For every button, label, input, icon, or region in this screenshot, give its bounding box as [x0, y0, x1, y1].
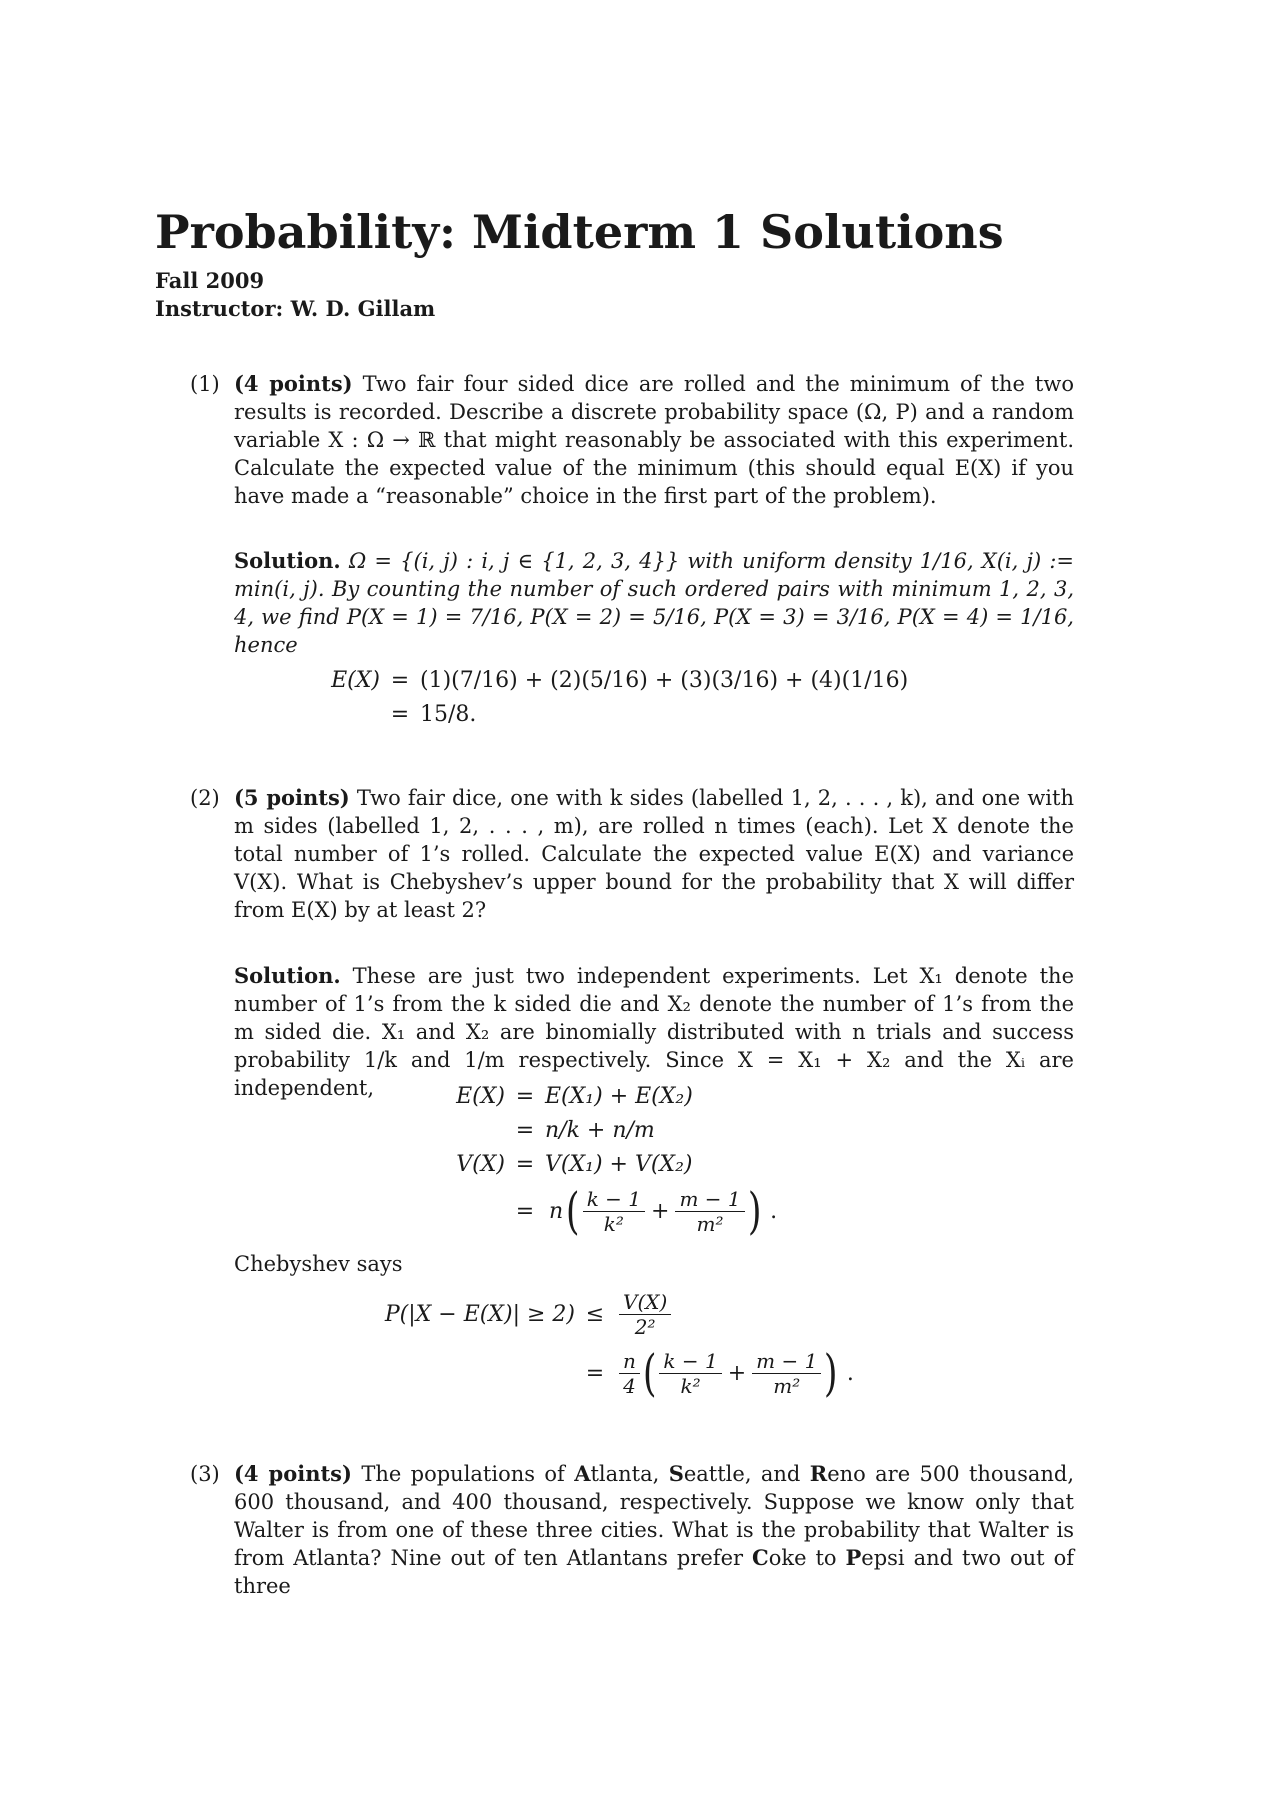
fraction-denominator: k²: [659, 1373, 721, 1398]
equation-relation: =: [390, 702, 410, 727]
equation-rhs: (1)(7/16) + (2)(5/16) + (3)(3/16) + (4)(1/16): [420, 668, 909, 693]
fraction: [619, 1290, 671, 1339]
equation-line: [350, 1344, 854, 1402]
solution-2: [234, 962, 1074, 1102]
equation-line: [400, 1182, 778, 1240]
equation-lhs: E(X): [456, 1084, 505, 1109]
problem-points: (4 points): [234, 1461, 352, 1486]
emphasis-letter: A: [574, 1461, 591, 1486]
problem-number: (1): [190, 372, 220, 396]
fraction-denominator: m²: [675, 1211, 744, 1236]
fraction: [752, 1349, 821, 1398]
equation-rhs: E(X₁) + E(X₂): [545, 1084, 693, 1109]
emphasis-letter: P: [845, 1545, 862, 1570]
emphasis-letter: S: [668, 1461, 684, 1486]
solution-label: Solution.: [234, 548, 341, 573]
emphasis-letter: C: [752, 1545, 769, 1570]
equation-line: [350, 1290, 671, 1339]
equation-relation: =: [515, 1118, 535, 1143]
solution-text: Ω = {(i, j) : i, j ∈ {1, 2, 3, 4}} with uniform density 1/16, X(i, j) := min(i, j). By counting the number of such ordered pairs with minimum 1, 2, 3, 4, we find P(X = 1) = 7/16, P(X = 2) = 5/16, P(X = 3) = 3/16, P(X = 4) = 1/16, hence: [234, 549, 1074, 657]
fraction-denominator: 4: [619, 1373, 640, 1398]
fraction: [675, 1187, 744, 1236]
right-paren: ): [824, 1344, 838, 1402]
equation-line: [300, 702, 476, 727]
term-label: Fall 2009: [155, 268, 265, 293]
fraction-numerator: V(X): [623, 1290, 668, 1314]
plus-sign: +: [727, 1360, 747, 1386]
problem-3: [190, 1460, 1074, 1600]
instructor-label: Instructor: W. D. Gillam: [155, 296, 436, 321]
fraction-numerator: n: [623, 1348, 636, 1373]
equation-relation: =: [515, 1198, 535, 1224]
fraction: [659, 1349, 721, 1398]
fraction-denominator: k²: [583, 1211, 645, 1236]
right-paren: ): [747, 1182, 762, 1240]
problem-text: Two fair four sided dice are rolled and the minimum of the two results is recorded. Describe a discrete probability space (Ω, P) and a random variable X : Ω → ℝ that might reasonably be associated with this experiment. Calculate the expected value of the minimum (this should equal E(X) if you have made a “reasonable” choice in the first part of the problem).: [234, 372, 1074, 508]
equation-line: [400, 1152, 693, 1177]
problem-text: eno are 500 thousand, 600 thousand, and 400 thousand, respectively. Suppose we know only that Walter is from one of these three cities. What is the probability that Walter is from Atlanta? Nine out of ten Atlantans prefer: [234, 1462, 1075, 1570]
equation-relation: =: [515, 1152, 535, 1177]
problem-points: (5 points): [234, 785, 350, 810]
plus-sign: +: [651, 1198, 670, 1224]
fraction-denominator: m²: [752, 1373, 821, 1398]
equation-lhs: V(X): [456, 1152, 505, 1177]
equation-relation: =: [390, 668, 410, 693]
fraction-denominator: 2²: [619, 1314, 671, 1339]
fraction: [583, 1187, 645, 1236]
equation-rhs: n/k + n/m: [545, 1118, 655, 1143]
equation-rhs: V(X₁) + V(X₂): [545, 1152, 693, 1177]
solution-label: Solution.: [234, 963, 341, 988]
equation-line: [300, 668, 908, 693]
left-paren: (: [566, 1182, 580, 1240]
equation-line: [400, 1118, 655, 1143]
problem-text: eattle, and: [683, 1462, 810, 1486]
problem-2: [190, 784, 1074, 924]
equation-relation: =: [585, 1360, 605, 1386]
problem-text: epsi and two out of three: [234, 1546, 1074, 1598]
problem-statement: [234, 1460, 1074, 1600]
fraction-numerator: k − 1: [586, 1186, 642, 1211]
solution-text: These are just two independent experiments. Let X₁ denote the number of 1’s from the k sided die and X₂ denote the number of 1’s from the m sided die. X₁ and X₂ are binomially distributed with n trials and success probability 1/k and 1/m respectively. Since X = X₁ + X₂ and the Xᵢ are independent,: [234, 964, 1074, 1100]
equation-rhs-prefix: n: [549, 1198, 564, 1224]
fraction-numerator: m − 1: [679, 1186, 741, 1211]
fraction: [619, 1349, 640, 1398]
problem-statement: [234, 784, 1074, 924]
problem-text: oke to: [768, 1546, 846, 1570]
problem-text: Two fair dice, one with k sides (labelled 1, 2, . . . , k), and one with m sides (labelled 1, 2, . . . , m), are rolled n times (each). Let X denote the total number of 1’s rolled. Calculate the expected value E(X) and variance V(X). What is Chebyshev’s upper bound for the probability that X will differ from E(X) by at least 2?: [234, 786, 1074, 922]
problem-statement: [234, 370, 1074, 510]
fraction-numerator: m − 1: [756, 1348, 818, 1373]
problem-text: tlanta,: [590, 1462, 669, 1486]
equation-rhs: 15/8.: [420, 702, 477, 727]
emphasis-letter: R: [809, 1461, 828, 1486]
equation-line: [400, 1084, 693, 1109]
problem-number: (3): [190, 1462, 220, 1486]
left-paren: (: [642, 1344, 657, 1402]
period: .: [770, 1198, 778, 1224]
period: .: [846, 1360, 854, 1386]
equation-lhs: E(X): [331, 668, 380, 693]
equation-lhs: P(|X − E(X)| ≥ 2): [384, 1302, 575, 1327]
solution-1: [234, 547, 1074, 659]
equation-relation: =: [515, 1084, 535, 1109]
page-title: Probability: Midterm 1 Solutions: [155, 205, 1004, 259]
problem-text: The populations of: [351, 1462, 575, 1486]
problem-points: (4 points): [234, 371, 353, 396]
fraction-numerator: k − 1: [663, 1348, 718, 1373]
problem-number: (2): [190, 786, 220, 810]
equation-relation: ≤: [585, 1302, 605, 1327]
problem-1: [190, 370, 1074, 510]
chebyshev-intro: Chebyshev says: [234, 1252, 403, 1276]
